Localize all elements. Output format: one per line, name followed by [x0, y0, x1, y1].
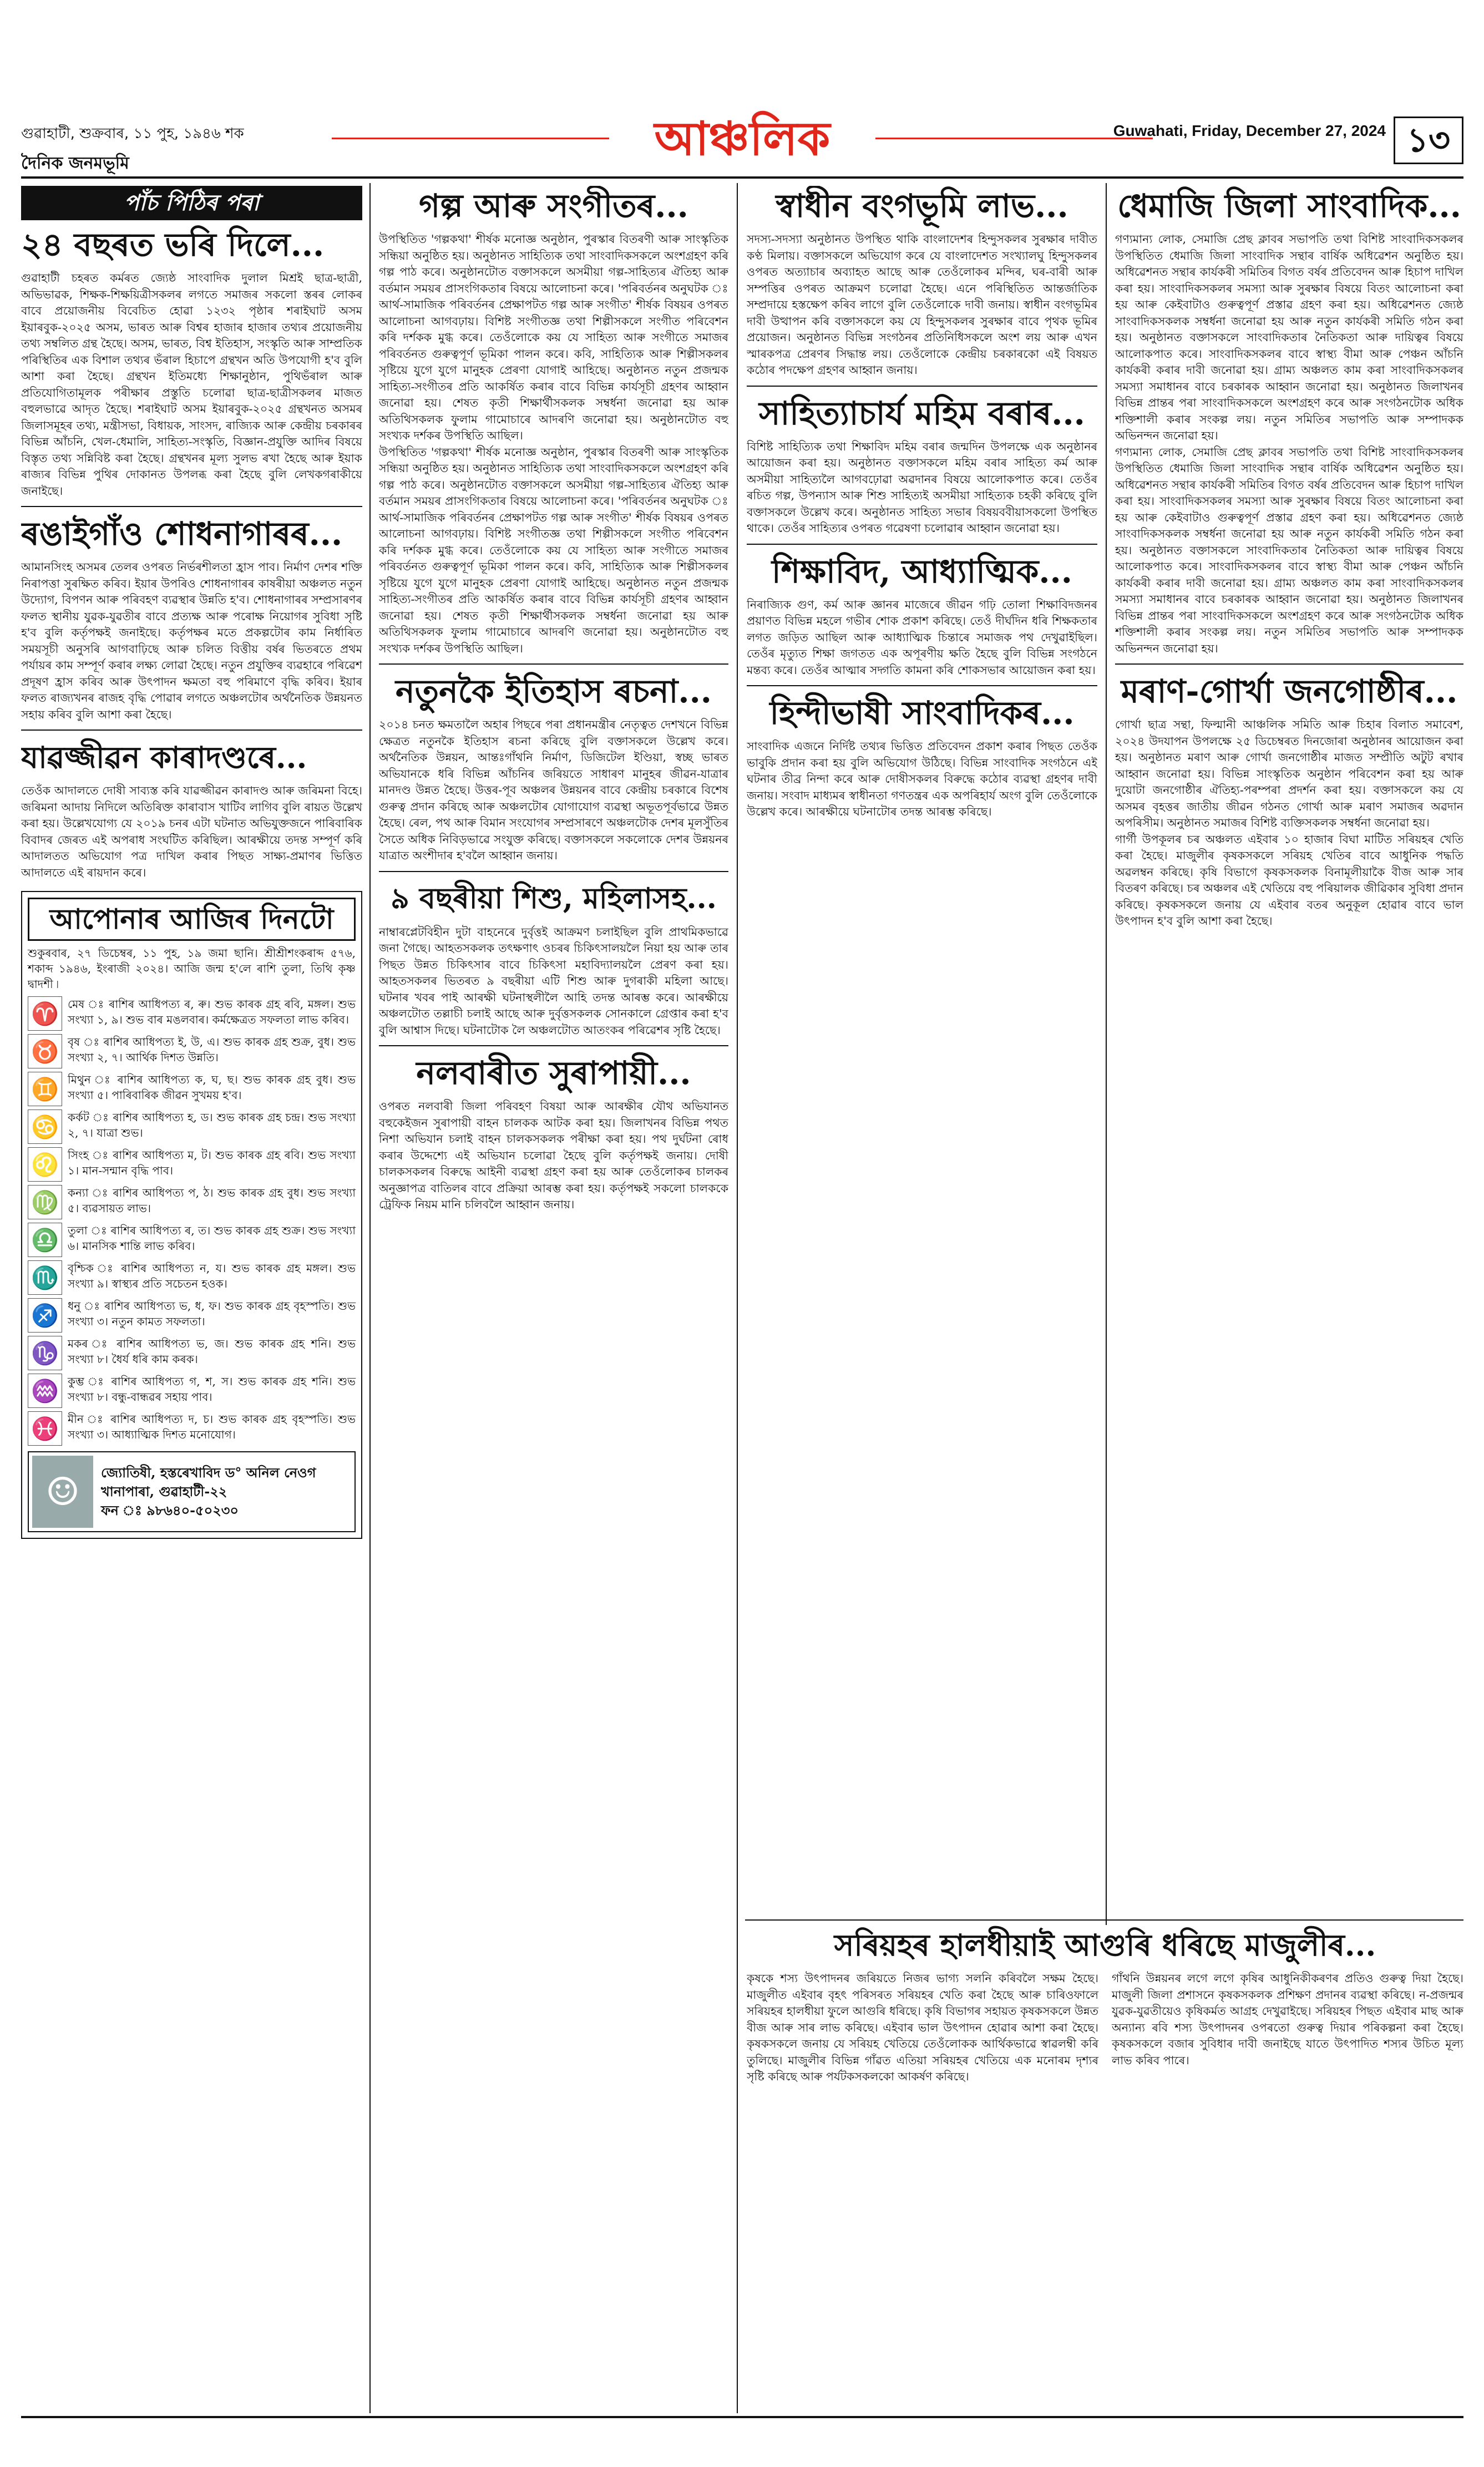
horoscope-item	[28, 1185, 356, 1219]
horoscope-item	[28, 1298, 356, 1333]
article-body: ২০১৪ চনত ক্ষমতালৈ অহাৰ পিছৰে পৰা প্ৰধানমন্ত্ৰীৰ নেতৃত্বত দেশখনে বিভিন্ন ক্ষেত্ৰত নতুনকৈ ইতিহাস ৰচনা কৰিছে বুলি বক্তাসকলে উল্লেখ কৰে। অৰ্থনৈতিক উন্নয়ন, আন্তঃগাঁথনি নিৰ্মাণ, ডিজিটেল ইণ্ডিয়া, স্বচ্ছ ভাৰত অভিযানকে ধৰি বিভিন্ন আঁচনিৰ জৰিয়তে সাধাৰণ মানুহৰ জীৱন-যাত্ৰাৰ মানদণ্ড উন্নত হৈছে। উত্তৰ-পূব অঞ্চলৰ উন্নয়নৰ বাবে কেন্দ্ৰীয় চৰকাৰে বিশেষ গুৰুত্ব প্ৰদান কৰিছে আৰু অঞ্চলটোৰ যোগাযোগ ব্যৱস্থা অভূতপূৰ্বভাৱে উন্নত হৈছে। ৰেল, পথ আৰু বিমান সংযোগৰ সম্প্ৰসাৰণে অঞ্চলটোক দেশৰ মূলসুঁতিৰ সৈতে অধিক নিবিড়ভাৱে সংযুক্ত কৰিছে। বক্তাসকলে সকলোকে দেশৰ উন্নয়নৰ যাত্ৰাত অংশীদাৰ হ'বলৈ আহ্বান জনায়।	[379, 718, 728, 862]
astrologer-phone: ফন ঃ ৯৮৬৪০-৫০২৩০	[101, 1502, 239, 1518]
zodiac-sign-icon: ♍	[28, 1185, 62, 1219]
horoscope-item	[28, 996, 356, 1031]
astrologer-address: খানাপাৰা, গুৱাহাটী-২২	[101, 1483, 227, 1500]
article-body: নিৰাজ্যিক গুণ, কৰ্ম আৰু জ্ঞানৰ মাজেৰে জীৱন গঢ়ি তোলা শিক্ষাবিদজনৰ প্ৰয়াণত বিভিন্ন মহলে গভীৰ শোক প্ৰকাশ কৰিছে। তেওঁ দীৰ্ঘদিন ধৰি শিক্ষকতাৰ লগত জড়িত আছিল আৰু আধ্যাত্মিক চিন্তাৰে সমাজক পথ দেখুৱাইছিল। তেওঁৰ মৃত্যুত শিক্ষা জগতত এক অপূৰণীয় ক্ষতি হৈছে বুলি বিভিন্ন সংগঠনে মন্তব্য কৰে। তেওঁৰ আত্মাৰ সদ্গতি কামনা কৰি শোকসভাৰ আয়োজন কৰা হয়।	[747, 597, 1097, 677]
horoscope-item	[28, 1260, 356, 1295]
article-body: সদস্য-সদস্যা অনুষ্ঠানত উপস্থিত থাকি বাংলাদেশৰ হিন্দুসকলৰ সুৰক্ষাৰ দাবীত কণ্ঠ মিলায়। বক্তাসকলে অভিযোগ কৰে যে বাংলাদেশত সংখ্যালঘু হিন্দুসকলৰ ওপৰত অত্যাচাৰ অব্যাহত আছে আৰু তেওঁলোকৰ মন্দিৰ, ঘৰ-বাৰী আৰু সম্পত্তিৰ ওপৰত আক্ৰমণ চলোৱা হৈছে। এনে পৰিস্থিতিত আন্তৰ্জাতিক সম্প্ৰদায়ে হস্তক্ষেপ কৰিব লাগে বুলি তেওঁলোকে দাবী জনায়। স্বাধীন বংগভূমিৰ দাবী উত্থাপন কৰি বক্তাসকলে কয় যে হিন্দুসকলৰ সুৰক্ষাৰ বাবে পৃথক ভূমিৰ প্ৰয়োজন। অনুষ্ঠানত বিভিন্ন সংগঠনৰ প্ৰতিনিধিসকলে অংশ লয় আৰু এখন স্মাৰকপত্ৰ প্ৰেৰণৰ সিদ্ধান্ত লয়। তেওঁলোকে কেন্দ্ৰীয় চৰকাৰকো এই বিষয়ত কঠোৰ পদক্ষেপ গ্ৰহণৰ আহ্বান জনায়।	[747, 232, 1097, 377]
masthead-date-assamese: গুৱাহাটী, শুক্ৰবাৰ, ১১ পুহ, ১৯৪৬ শক	[21, 125, 244, 142]
horoscope-box	[21, 891, 362, 1539]
horoscope-text: মকৰ ঃ ৰাশিৰ আধিপত্য ভ, জ। শুভ কাৰক গ্ৰহ শনি। শুভ সংখ্যা ৮। ধৈৰ্য ধৰি কাম কৰক।	[68, 1337, 356, 1366]
horoscope-text: মিথুন ঃ ৰাশিৰ আধিপত্য ক, ঘ, ছ। শুভ কাৰক গ্ৰহ বুধ। শুভ সংখ্যা ৫। পাৰিবাৰিক জীৱন সুখময় হ'ব।	[68, 1073, 356, 1102]
horoscope-text: কুম্ভ ঃ ৰাশিৰ আধিপত্য গ, শ, স। শুভ কাৰক গ্ৰহ শনি। শুভ সংখ্যা ৮। বন্ধু-বান্ধৱৰ সহায় পাব।	[68, 1375, 356, 1404]
zodiac-sign-icon: ♎	[28, 1223, 62, 1257]
horoscope-item	[28, 1034, 356, 1068]
headline: যাৱজ্জীৱন কাৰাদণ্ডৰে...	[21, 739, 307, 775]
headline: হিন্দীভাষী সাংবাদিকৰ...	[769, 694, 1075, 732]
horoscope-text: তুলা ঃ ৰাশিৰ আধিপত্য ৰ, ত। শুভ কাৰক গ্ৰহ শুক্ৰ। শুভ সংখ্যা ৬। মানসিক শান্তি লাভ কৰিব।	[68, 1224, 356, 1253]
article-divider	[747, 544, 1097, 545]
article-divider	[745, 1919, 1463, 1921]
newspaper-page	[21, 0, 1463, 2467]
astrologer-name: জ্যোতিষী, হস্তৰেখাবিদ ড° অনিল নেওগ	[101, 1465, 316, 1481]
zodiac-sign-icon: ♈	[28, 996, 62, 1031]
zodiac-sign-icon: ♏	[28, 1260, 62, 1295]
headline: ধেমাজি জিলা সাংবাদিক...	[1117, 187, 1461, 225]
zodiac-sign-icon: ♉	[28, 1034, 62, 1068]
article-body: সাংবাদিক এজনে নিৰ্দিষ্ট তথ্যৰ ভিত্তিত প্ৰতিবেদন প্ৰকাশ কৰাৰ পিছত তেওঁক ভাবুকি প্ৰদান কৰা হয় বুলি অভিযোগ উঠিছে। বিভিন্ন সাংবাদিক সংগঠনে এই ঘটনাৰ তীব্ৰ নিন্দা কৰে আৰু দোষীসকলৰ বিৰুদ্ধে কঠোৰ ব্যৱস্থা গ্ৰহণৰ দাবী জনায়। সংবাদ মাধ্যমৰ স্বাধীনতা গণতন্ত্ৰৰ এক অপৰিহাৰ্য অংগ বুলি তেওঁলোকে উল্লেখ কৰে। আৰক্ষীয়ে ঘটনাটোৰ তদন্ত আৰম্ভ কৰিছে।	[747, 739, 1097, 818]
horoscope-item	[28, 1072, 356, 1106]
horoscope-text: বৃষ ঃ ৰাশিৰ আধিপত্য ই, উ, এ। শুভ কাৰক গ্ৰহ শুক্ৰ, বুধ। শুভ সংখ্যা ২, ৭। আৰ্থিক দিশত উন্নতি।	[68, 1035, 356, 1064]
article-body: নাম্বাৰপ্লেটবিহীন দুটা বাহনেৰে দুৰ্বৃত্তই আক্ৰমণ চলাইছিল বুলি প্ৰাথমিকভাৱে জনা গৈছে। আহতসকলক তৎক্ষণাৎ ওচৰৰ চিকিৎসালয়লৈ নিয়া হয় আৰু তাৰ পিছত উন্নত চিকিৎসাৰ বাবে চিকিৎসা মহাবিদ্যালয়লৈ প্ৰেৰণ কৰা হয়। আহতসকলৰ ভিতৰত ৯ বছৰীয়া এটি শিশু আৰু দুগৰাকী মহিলা আছে। ঘটনাৰ খবৰ পাই আৰক্ষী ঘটনাস্থলীলৈ আহি তদন্ত আৰম্ভ কৰে। আৰক্ষীয়ে অঞ্চলটোত তল্লাচী চলাই আছে আৰু দুৰ্বৃত্তসকলক সোনকালে গ্ৰেপ্তাৰ কৰা হ'ব বুলি আশ্বাস দিছে। ঘটনাটোক লৈ অঞ্চলটোত আতংকৰ পৰিৱেশৰ সৃষ্টি হৈছে।	[379, 925, 728, 1037]
article-body: গণ্যমান্য লোক, সেমাজি প্ৰেছ ক্লাবৰ সভাপতি তথা বিশিষ্ট সাংবাদিকসকলৰ উপস্থিতিত ধেমাজি জিলা সাংবাদিক সন্থাৰ বাৰ্ষিক অধিৱেশন অনুষ্ঠিত হয়। অধিৱেশনত সন্থাৰ কাৰ্যকৰী সমিতিৰ বিগত বৰ্ষৰ প্ৰতিবেদন আৰু হিচাপ দাখিল কৰা হয়। সাংবাদিকসকলৰ সমস্যা আৰু সুৰক্ষাৰ বিষয়ে বিতং আলোচনা কৰা হয় আৰু কেইবাটাও গুৰুত্বপূৰ্ণ প্ৰস্তাৱ গ্ৰহণ কৰা হয়। অধিৱেশনত জ্যেষ্ঠ সাংবাদিকসকলক সম্বৰ্ধনা জনোৱা হয় আৰু নতুন কাৰ্যকৰী সমিতি গঠন কৰা হয়। অনুষ্ঠানত বক্তাসকলে সাংবাদিকতাৰ নৈতিকতা আৰু দায়িত্বৰ বিষয়ে আলোকপাত কৰে। সাংবাদিকসকলৰ বাবে স্বাস্থ্য বীমা আৰু পেঞ্চন আঁচনি কাৰ্যকৰী কৰাৰ দাবী জনোৱা হয়। গ্ৰাম্য অঞ্চলত কাম কৰা সাংবাদিকসকলৰ সমস্যা সমাধানৰ বাবে চৰকাৰক আহ্বান জনোৱা হয়। অনুষ্ঠানত জিলাখনৰ বিভিন্ন প্ৰান্তৰ পৰা সাংবাদিকসকলে অংশগ্ৰহণ কৰে আৰু সংগঠনটোক অধিক শক্তিশালী কৰাৰ সংকল্প লয়। নতুন সমিতিৰ সভাপতি আৰু সম্পাদকক অভিনন্দন জনোৱা হয়।	[1115, 232, 1463, 442]
zodiac-sign-icon: ♊	[28, 1072, 62, 1106]
headline: ৰঙাইগাঁও শোধনাগাৰৰ...	[21, 515, 343, 553]
article-body-continued: উপস্থিতিত 'গল্পকথা' শীৰ্ষক মনোজ্ঞ অনুষ্ঠান, পুৰস্কাৰ বিতৰণী আৰু সাংস্কৃতিক সন্ধিয়া অনুষ্ঠিত হয়। অনুষ্ঠানত সাহিত্যিক তথা সাংবাদিকসকলে অংশগ্ৰহণ কৰি গল্প পাঠ কৰে। অনুষ্ঠানটোত বক্তাসকলে অসমীয়া গল্প-সাহিত্যৰ ঐতিহ্য আৰু বৰ্তমান সময়ৰ প্ৰাসংগিকতাৰ বিষয়ে আলোচনা কৰে। 'পৰিবৰ্তনৰ অনুঘটক ঃ আৰ্থ-সামাজিক পৰিবৰ্তনৰ প্ৰেক্ষাপটত গল্প আৰু সংগীত' শীৰ্ষক বিষয়ৰ ওপৰত আলোচনা আগবঢ়ায়। বিশিষ্ট সংগীতজ্ঞ তথা শিল্পীসকলে সংগীত পৰিবেশন কৰি দৰ্শকক মুগ্ধ কৰে। তেওঁলোকে কয় যে সাহিত্য আৰু সংগীতে সমাজৰ পৰিবৰ্তনত গুৰুত্বপূৰ্ণ ভূমিকা পালন কৰে। কবি, সাহিত্যিক আৰু শিল্পীসকলৰ সৃষ্টিয়ে যুগে যুগে মানুহক প্ৰেৰণা যোগাই আহিছে। অনুষ্ঠানত নতুন প্ৰজন্মক সাহিত্য-সংগীতৰ প্ৰতি আকৰ্ষিত কৰাৰ বাবে বিভিন্ন কাৰ্যসূচী গ্ৰহণৰ আহ্বান জনোৱা হয়। শেষত কৃতী শিক্ষাৰ্থীসকলক সম্বৰ্ধনা জনোৱা হয় আৰু অতিথিসকলক ফুলাম গামোচাৰে আদৰণি জনোৱা হয়। অনুষ্ঠানটোত বহু সংখ্যক দৰ্শকৰ উপস্থিতি আছিল।	[379, 445, 728, 655]
article-body: গোৰ্খা ছাত্ৰ সন্থা, ফিল্মানী আঞ্চলিক সমিতি আৰু চিহাৰ বিলাত সমাবেশ, ২০২৪ উদযাপন উপলক্ষে ২৫ ডিচেম্বৰত দিনজোৰা অনুষ্ঠানৰ আয়োজন কৰা হয়। অনুষ্ঠানত মৰাণ আৰু গোৰ্খা জনগোষ্ঠীৰ মাজত সম্প্ৰীতি অটুট ৰখাৰ আহ্বান জনোৱা হয়। বিভিন্ন সাংস্কৃতিক অনুষ্ঠান পৰিবেশন কৰা হয় আৰু দুয়োটা জনগোষ্ঠীৰ ঐতিহ্য-পৰম্পৰা প্ৰদৰ্শন কৰা হয়। বক্তাসকলে কয় যে অসমৰ বৃহত্তৰ জাতীয় জীৱন গঠনত গোৰ্খা আৰু মৰাণ সমাজৰ অৱদান অপৰিসীম। অনুষ্ঠানত সমাজৰ বিশিষ্ট ব্যক্তিসকলক সম্বৰ্ধনা জনোৱা হয়।	[1115, 718, 1463, 829]
headline: ২৪ বছৰত ভৰি দিলে...	[21, 226, 325, 264]
column-4	[1115, 186, 1463, 1917]
headline: শিক্ষাবিদ, আধ্যাত্মিক...	[772, 552, 1072, 590]
astrologer-photo: ☺	[32, 1456, 93, 1528]
article-body: উপস্থিতিত 'গল্পকথা' শীৰ্ষক মনোজ্ঞ অনুষ্ঠান, পুৰস্কাৰ বিতৰণী আৰু সাংস্কৃতিক সন্ধিয়া অনুষ্ঠিত হয়। অনুষ্ঠানত সাহিত্যিক তথা সাংবাদিকসকলে অংশগ্ৰহণ কৰি গল্প পাঠ কৰে। অনুষ্ঠানটোত বক্তাসকলে অসমীয়া গল্প-সাহিত্যৰ ঐতিহ্য আৰু বৰ্তমান সময়ৰ প্ৰাসংগিকতাৰ বিষয়ে আলোচনা কৰে। 'পৰিবৰ্তনৰ অনুঘটক ঃ আৰ্থ-সামাজিক পৰিবৰ্তনৰ প্ৰেক্ষাপটত গল্প আৰু সংগীত' শীৰ্ষক বিষয়ৰ ওপৰত আলোচনা আগবঢ়ায়। বিশিষ্ট সংগীতজ্ঞ তথা শিল্পীসকলে সংগীত পৰিবেশন কৰি দৰ্শকক মুগ্ধ কৰে। তেওঁলোকে কয় যে সাহিত্য আৰু সংগীতে সমাজৰ পৰিবৰ্তনত গুৰুত্বপূৰ্ণ ভূমিকা পালন কৰে। কবি, সাহিত্যিক আৰু শিল্পীসকলৰ সৃষ্টিয়ে যুগে যুগে মানুহক প্ৰেৰণা যোগাই আহিছে। অনুষ্ঠানত নতুন প্ৰজন্মক সাহিত্য-সংগীতৰ প্ৰতি আকৰ্ষিত কৰাৰ বাবে বিভিন্ন কাৰ্যসূচী গ্ৰহণৰ আহ্বান জনোৱা হয়। শেষত কৃতী শিক্ষাৰ্থীসকলক সম্বৰ্ধনা জনোৱা হয় আৰু অতিথিসকলক ফুলাম গামোচাৰে আদৰণি জনোৱা হয়। অনুষ্ঠানটোত বহু সংখ্যক দৰ্শকৰ উপস্থিতি আছিল।	[379, 232, 728, 442]
horoscope-text: কন্যা ঃ ৰাশিৰ আধিপত্য প, ঠ। শুভ কাৰক গ্ৰহ বুধ। শুভ সংখ্যা ৫। ব্যৱসায়ত লাভ।	[68, 1186, 356, 1215]
horoscope-item	[28, 1147, 356, 1182]
masthead	[21, 111, 1463, 172]
article-divider	[379, 871, 728, 872]
paper-name: দৈনিক জনমভূমি	[21, 154, 129, 173]
section-header-continued: পাঁচ পিঠিৰ পৰা	[21, 186, 362, 220]
headline: নলবাৰীত সুৰাপায়ী...	[416, 1054, 691, 1092]
headline: স্বাধীন বংগভূমি লাভ...	[776, 187, 1068, 225]
article-body: গাঁথনি উন্নয়নৰ লগে লগে কৃষিৰ আধুনিকীকৰণৰ প্ৰতিও গুৰুত্ব দিয়া হৈছে। মাজুলী জিলা প্ৰশাসনে কৃষকসকলক প্ৰশিক্ষণ প্ৰদানৰ ব্যৱস্থা কৰিছে। ন-প্ৰজন্মৰ যুৱক-যুৱতীয়েও কৃষিকৰ্মত আগ্ৰহ দেখুৱাইছে। সৰিয়হৰ পিছত এইবাৰ মাছ আৰু অন্যান্য ৰবি শস্য উৎপাদনৰ ওপৰতো গুৰুত্ব দিয়াৰ পৰিকল্পনা কৰা হৈছে। কৃষকসকলে বজাৰ সুবিধাৰ দাবী জনাইছে যাতে উৎপাদিত শস্যৰ উচিত মূল্য লাভ কৰিব পাৰে।	[1112, 1972, 1463, 2067]
horoscope-text: মীন ঃ ৰাশিৰ আধিপত্য দ, চ। শুভ কাৰক গ্ৰহ বৃহস্পতি। শুভ সংখ্যা ৩। আধ্যাত্মিক দিশত মনোযোগ।	[68, 1412, 356, 1441]
article-body: তেওঁক আদালতে দোষী সাব্যস্ত কৰি যাৱজ্জীৱন কাৰাদণ্ড আৰু জৰিমনা বিহে। জৰিমনা আদায় নিদিলে অতিৰিক্ত কাৰাবাস খাটিব লাগিব বুলি ৰায়ত উল্লেখ কৰা হয়। উল্লেখযোগ্য যে ২০১৯ চনৰ এটা ঘটনাত অভিযুক্তজনে পাৰিবাৰিক বিবাদৰ জেৰত এই অপৰাধ সংঘটিত কৰিছিল। আৰক্ষীয়ে তদন্ত সম্পূৰ্ণ কৰি আদালতত অভিযোগ পত্ৰ দাখিল কৰাৰ পিছত সাক্ষ্য-প্ৰমাণৰ ভিত্তিত আদালতে এই ৰায়দান কৰে।	[21, 784, 362, 879]
zodiac-sign-icon: ♋	[28, 1110, 62, 1144]
masthead-rule	[21, 176, 1463, 179]
article-body: কৃষকে শস্য উৎপাদনৰ জৰিয়তে নিজৰ ভাগ্য সলনি কৰিবলৈ সক্ষম হৈছে। মাজুলীত এইবাৰ বৃহৎ পৰিসৰত সৰিয়হৰ খেতি কৰা হৈছে আৰু চাৰিওফালে সৰিয়হৰ হালধীয়া ফুলে আগুৰি ধৰিছে। কৃষি বিভাগৰ সহায়ত কৃষকসকলে উন্নত বীজ আৰু সাৰ লাভ কৰিছে। এইবাৰ ভাল উৎপাদন হোৱাৰ আশা কৰা হৈছে। কৃষকসকলে জনায় যে সৰিয়হ খেতিয়ে তেওঁলোকক আৰ্থিকভাৱে স্বাৱলম্বী কৰি তুলিছে। মাজুলীৰ বিভিন্ন গাঁৱত এতিয়া সৰিয়হৰ খেতিয়ে এক মনোৰম দৃশ্যৰ সৃষ্টি কৰিছে আৰু পৰ্যটকসকলকো আকৰ্ষণ কৰিছে।	[747, 1972, 1098, 2083]
horoscope-item	[28, 1223, 356, 1257]
section-logo: আঞ্চলিক	[654, 111, 830, 166]
zodiac-sign-icon: ♒	[28, 1374, 62, 1408]
article-divider	[379, 1045, 728, 1046]
article-divider	[379, 663, 728, 665]
article-divider	[21, 730, 362, 731]
logo-rule-right	[875, 138, 1153, 139]
article-body: ওপৰত নলবাৰী জিলা পৰিবহণ বিষয়া আৰু আৰক্ষীৰ যৌথ অভিযানত বহুকেইজন সুৰাপায়ী বাহন চালকক আটক কৰা হয়। জিলাখনৰ বিভিন্ন পথত নিশা অভিযান চলাই বাহন চালকসকলক পৰীক্ষা কৰা হয়। পথ দুৰ্ঘটনা ৰোধ কৰাৰ উদ্দেশ্যে এই অভিযান চলোৱা হৈছে বুলি কৰ্তৃপক্ষই জনায়। দোষী চালকসকলৰ বিৰুদ্ধে আইনী ব্যৱস্থা গ্ৰহণ কৰা হয় আৰু তেওঁলোকৰ চালকৰ অনুজ্ঞাপত্ৰ বাতিলৰ বাবে প্ৰক্ৰিয়া আৰম্ভ কৰা হয়। কৰ্তৃপক্ষই সকলো চালককে ট্ৰেফিক নিয়ম মানি চলিবলৈ আহ্বান জনায়।	[379, 1100, 728, 1211]
horoscope-list	[28, 996, 356, 1446]
spanning-article	[747, 1925, 1463, 2413]
page-number: ১৩	[1394, 116, 1463, 164]
horoscope-item	[28, 1411, 356, 1446]
horoscope-item	[28, 1374, 356, 1408]
astrologer-box	[28, 1451, 356, 1532]
horoscope-text: ধনু ঃ ৰাশিৰ আধিপত্য ভ, ধ, ফ। শুভ কাৰক গ্ৰহ বৃহস্পতি। শুভ সংখ্যা ৩। নতুন কামত সফলতা।	[68, 1299, 356, 1328]
horoscope-text: সিংহ ঃ ৰাশিৰ আধিপত্য ম, ট। শুভ কাৰক গ্ৰহ ৰবি। শুভ সংখ্যা ১। মান-সন্মান বৃদ্ধি পাব।	[68, 1148, 356, 1177]
article-divider	[1115, 663, 1463, 665]
zodiac-sign-icon: ♓	[28, 1411, 62, 1446]
footer-rule	[21, 2416, 1463, 2418]
headline: সাহিত্যাচাৰ্য মহিম বৰাৰ...	[759, 394, 1085, 432]
horoscope-title: আপোনাৰ আজিৰ দিনটো	[28, 898, 356, 941]
logo-rule-left	[332, 138, 609, 139]
horoscope-item	[28, 1336, 356, 1370]
horoscope-intro: শুকুৰবাৰ, ২৭ ডিচেম্বৰ, ১১ পুহ, ১৯ জমা ছানি। শ্ৰীশ্ৰীশংকৰাব্দ ৫৭৬, শকাব্দ ১৯৪৬, ইংৰাজী ২০২৪। আজি জন্ম হ'লে ৰাশি তুলা, তিথি কৃষ্ণ দ্বাদশী ৷	[28, 946, 356, 991]
article-divider	[747, 685, 1097, 686]
article-body-continued: গাৰ্গী উপকূলৰ চৰ অঞ্চলত এইবাৰ ১০ হাজাৰ বিঘা মাটিত সৰিয়হৰ খেতি কৰা হৈছে। মাজুলীৰ কৃষকসকলে সৰিয়হ খেতিৰ বাবে আধুনিক পদ্ধতি অৱলম্বন কৰিছে। কৃষি বিভাগে কৃষকসকলক বিনামূলীয়াকৈ বীজ আৰু সাৰ বিতৰণ কৰিছে। চৰ অঞ্চলৰ এই খেতিয়ে বহু পৰিয়ালক জীৱিকাৰ সুবিধা প্ৰদান কৰিছে। কৃষকসকলে জনায় যে এইবাৰ বতৰ অনুকূল হোৱাৰ বাবে ভাল উৎপাদন হ'ব বুলি আশা কৰা হৈছে।	[1115, 832, 1463, 928]
column-divider	[369, 183, 371, 2413]
article-body: গুৱাহাটী চহৰত কৰ্মৰত জ্যেষ্ঠ সাংবাদিক দুলাল মিশ্ৰই ছাত্ৰ-ছাত্ৰী, অভিভাৱক, শিক্ষক-শিক্ষয়িত্ৰীসকলৰ লগতে সমাজৰ সকলো স্তৰৰ লোকৰ বাবে প্ৰয়োজনীয় বিবেচিত হোৱা ১২৩২ পৃষ্ঠাৰ শৰাইঘাট অসম ইয়াৰবুক-২০২৫ অসম, ভাৰত আৰু বিশ্বৰ হাজাৰ হাজাৰ তথ্যৰ প্ৰয়োজনীয় তথ্য সম্বলিত গ্ৰন্থ হৈছে। অসম, ভাৰত, বিশ্ব ইতিহাস, সংস্কৃতি আৰু সাম্প্ৰতিক পৰিস্থিতিৰ এক বিশাল তথ্যৰ ভঁৰাল হিচাপে গ্ৰন্থখন অতি উপযোগী হ'ব বুলি আশা কৰা হৈছে। গ্ৰন্থখন ইতিমধ্যে শিক্ষানুষ্ঠান, পুথিভঁৰাল আৰু প্ৰতিযোগিতামূলক পৰীক্ষাৰ প্ৰস্তুতি চলোৱা ছাত্ৰ-ছাত্ৰীসকলৰ মাজত বহুলভাৱে আদৃত হৈছে। শৰাইঘাট অসম ইয়াৰবুক-২০২৫ গ্ৰন্থখনত অসমৰ জিলাসমূহৰ তথ্য, মন্ত্ৰীসভা, বিধায়ক, সাংসদ, ৰাজ্যিক আৰু কেন্দ্ৰীয় চৰকাৰৰ বিভিন্ন আঁচনি, খেল-ধেমালি, সাহিত্য-সংস্কৃতি, বিজ্ঞান-প্ৰযুক্তি আদিৰ বিষয়ে বিস্তৃত তথ্য সন্নিবিষ্ট কৰা হৈছে। গ্ৰন্থখনৰ মূল্য সুলভ ৰখা হৈছে আৰু ইয়াক ৰাজ্যৰ বিভিন্ন পুথিৰ দোকানত উপলব্ধ কৰা হৈছে বুলি লেখকগৰাকীয়ে জনাইছে।	[21, 271, 362, 498]
zodiac-sign-icon: ♑	[28, 1336, 62, 1370]
masthead-date-english: Guwahati, Friday, December 27, 2024	[1113, 122, 1386, 139]
zodiac-sign-icon: ♐	[28, 1298, 62, 1333]
headline: সৰিয়হৰ হালধীয়াই আগুৰি ধৰিছে মাজুলীৰ...	[834, 1927, 1376, 1963]
headline: গল্প আৰু সংগীতৰ...	[419, 187, 688, 225]
horoscope-text: কৰ্কট ঃ ৰাশিৰ আধিপত্য হ, ড। শুভ কাৰক গ্ৰহ চন্দ্ৰ। শুভ সংখ্যা ২, ৭। যাত্ৰা শুভ।	[68, 1111, 356, 1139]
article-divider	[21, 506, 362, 507]
column-divider	[737, 183, 738, 2413]
horoscope-text: মেষ ঃ ৰাশিৰ আধিপত্য ৰ, ৰু। শুভ কাৰক গ্ৰহ ৰবি, মঙ্গল। শুভ সংখ্যা ১, ৯। শুভ বাৰ মঙলবাৰ। কৰ্মক্ষেত্ৰত সফলতা লাভ কৰিব।	[68, 997, 356, 1026]
headline: নতুনকৈ ইতিহাস ৰচনা...	[396, 672, 712, 710]
headline: ৯ বছৰীয়া শিশু, মহিলাসহ...	[391, 881, 717, 915]
column-2	[379, 186, 728, 2410]
headline: মৰাণ-গোৰ্খা জনগোষ্ঠীৰ...	[1121, 672, 1458, 710]
horoscope-item	[28, 1110, 356, 1144]
column-1	[21, 186, 362, 2410]
article-body: বিশিষ্ট সাহিত্যিক তথা শিক্ষাবিদ মহিম বৰাৰ জন্মদিন উপলক্ষে এক অনুষ্ঠানৰ আয়োজন কৰা হয়। অনুষ্ঠানত বক্তাসকলে মহিম বৰাৰ সাহিত্য কৰ্ম আৰু অসমীয়া সাহিত্যলৈ আগবঢ়োৱা অৱদানৰ বিষয়ে আলোকপাত কৰে। তেওঁৰ ৰচিত গল্প, উপন্যাস আৰু শিশু সাহিত্যই অসমীয়া সাহিত্যক চহকী কৰিছে বুলি বক্তাসকলে উল্লেখ কৰে। অনুষ্ঠানত সাহিত্য সভাৰ বিষয়ববীয়াসকলো উপস্থিত থাকে। তেওঁৰ সাহিত্যৰ ওপৰত গৱেষণা চলোৱাৰ আহ্বান জনোৱা হয়।	[747, 439, 1097, 535]
article-body: আমানসিংহ অসমৰ তেলৰ ওপৰত নিৰ্ভৰশীলতা হ্ৰাস পাব। নিৰ্মাণ দেশৰ শক্তি নিৰাপত্তা সুৰক্ষিত কৰিব। ইয়াৰ উপৰিও শোধনাগাৰৰ কাষৰীয়া অঞ্চলত নতুন উদ্যোগ, বিপণন আৰু পৰিবহণ ব্যৱস্থাৰ উন্নতি হ'ব। শোধনাগাৰৰ সম্প্ৰসাৰণৰ ফলত স্থানীয় যুৱক-যুৱতীৰ বাবে প্ৰত্যক্ষ আৰু পৰোক্ষ নিয়োগৰ সুবিধা সৃষ্টি হ'ব বুলি কৰ্তৃপক্ষই জনাইছে। কৰ্তৃপক্ষৰ মতে প্ৰকল্পটোৰ কাম নিৰ্ধাৰিত সময়সূচী অনুসৰি আগবাঢ়িছে আৰু চলিত বিত্তীয় বৰ্ষৰ ভিতৰতে প্ৰথম পৰ্যায়ৰ কাম সম্পূৰ্ণ কৰাৰ লক্ষ্য লোৱা হৈছে। নতুন প্ৰযুক্তিৰ ব্যৱহাৰে পৰিৱেশ প্ৰদূষণ হ্ৰাস কৰিব আৰু উৎপাদন ক্ষমতা বহু পৰিমাণে বৃদ্ধি কৰিব। ইয়াৰ ফলত ৰাজ্যখনৰ ৰাজহ বৃদ্ধি পোৱাৰ লগতে অঞ্চলটোৰ অৰ্থনৈতিক উন্নয়নত সহায় কৰিব বুলি আশা কৰা হৈছে।	[21, 560, 362, 721]
article-body-continued: গণ্যমান্য লোক, সেমাজি প্ৰেছ ক্লাবৰ সভাপতি তথা বিশিষ্ট সাংবাদিকসকলৰ উপস্থিতিত ধেমাজি জিলা সাংবাদিক সন্থাৰ বাৰ্ষিক অধিৱেশন অনুষ্ঠিত হয়। অধিৱেশনত সন্থাৰ কাৰ্যকৰী সমিতিৰ বিগত বৰ্ষৰ প্ৰতিবেদন আৰু হিচাপ দাখিল কৰা হয়। সাংবাদিকসকলৰ সমস্যা আৰু সুৰক্ষাৰ বিষয়ে বিতং আলোচনা কৰা হয় আৰু কেইবাটাও গুৰুত্বপূৰ্ণ প্ৰস্তাৱ গ্ৰহণ কৰা হয়। অধিৱেশনত জ্যেষ্ঠ সাংবাদিকসকলক সম্বৰ্ধনা জনোৱা হয় আৰু নতুন কাৰ্যকৰী সমিতি গঠন কৰা হয়। অনুষ্ঠানত বক্তাসকলে সাংবাদিকতাৰ নৈতিকতা আৰু দায়িত্বৰ বিষয়ে আলোকপাত কৰে। সাংবাদিকসকলৰ বাবে স্বাস্থ্য বীমা আৰু পেঞ্চন আঁচনি কাৰ্যকৰী কৰাৰ দাবী জনোৱা হয়। গ্ৰাম্য অঞ্চলত কাম কৰা সাংবাদিকসকলৰ সমস্যা সমাধানৰ বাবে চৰকাৰক আহ্বান জনোৱা হয়। অনুষ্ঠানত জিলাখনৰ বিভিন্ন প্ৰান্তৰ পৰা সাংবাদিকসকলে অংশগ্ৰহণ কৰে আৰু সংগঠনটোক অধিক শক্তিশালী কৰাৰ সংকল্প লয়। নতুন সমিতিৰ সভাপতি আৰু সম্পাদকক অভিনন্দন জনোৱা হয়।	[1115, 445, 1463, 655]
article-divider	[747, 386, 1097, 387]
zodiac-sign-icon: ♌	[28, 1147, 62, 1182]
horoscope-text: বৃশ্চিক ঃ ৰাশিৰ আধিপত্য ন, য। শুভ কাৰক গ্ৰহ মঙ্গল। শুভ সংখ্যা ৯। স্বাস্থ্যৰ প্ৰতি সচেতন হওক।	[68, 1262, 356, 1290]
